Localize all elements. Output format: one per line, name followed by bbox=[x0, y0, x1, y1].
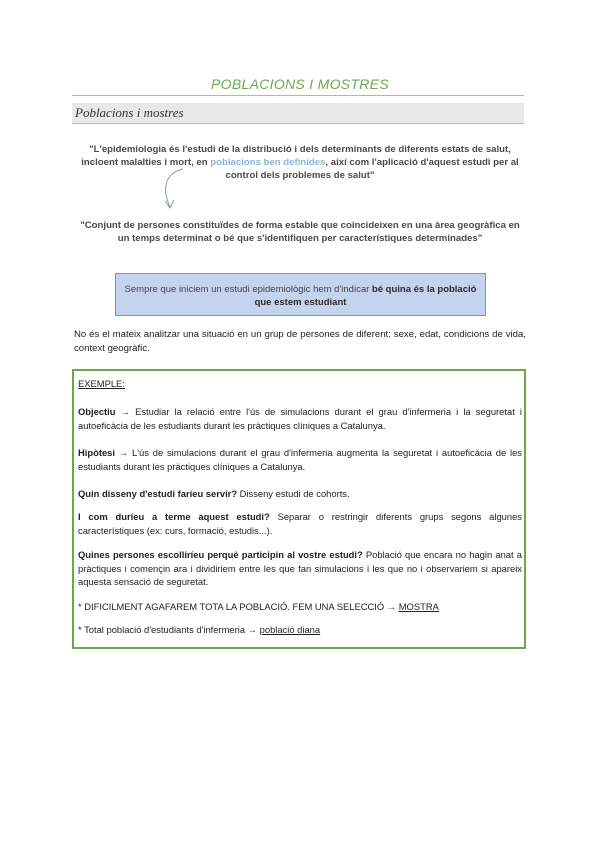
target-population-text: * Total població d'estudiants d'infermeria → bbox=[78, 624, 258, 635]
intro-paragraph: No és el mateix analitzar una situació en un grup de persones de diferent: sexe, edat, condicions de vida, context geogràfic. bbox=[74, 329, 526, 354]
title-divider bbox=[72, 95, 524, 96]
objective-label: Objectiu bbox=[78, 406, 116, 417]
example-box bbox=[72, 369, 526, 649]
participants-answer: Població que encara no hagin anat a pràctiques i començin ara i dividiriem entre les que fan simulacions i les que no i observariem si apareix aquesta sensació de seguretat. bbox=[78, 549, 522, 587]
population-definition-quote: "Conjunt de persones constituïdes de forma estable que coincideixen en una àrea geogràfica en un temps determinat o bé que s'identifiquen per característiques determinades" bbox=[80, 220, 520, 244]
target-population-note bbox=[78, 623, 522, 637]
hypothesis-paragraph bbox=[78, 446, 522, 473]
method-answer: Separar o restringir diferents grups segons algunes característiques (ex: curs, formació, estudis...). bbox=[78, 511, 522, 536]
note-text: Sempre que iniciem un estudi epidemiològic hem d'indicar bbox=[124, 284, 370, 295]
curved-arrow-icon bbox=[156, 167, 186, 213]
page-title: POBLACIONS I MOSTRES bbox=[211, 76, 389, 92]
hypothesis-text: L'ús de simulacions durant el grau d'infermeria augmenta la seguretat i autoeficàcia de les estudiants durant les pràctiques clíniques a Catalunya. bbox=[78, 447, 522, 472]
note-bold: bé quina és la població que estem estudiant bbox=[254, 284, 477, 308]
objective-paragraph bbox=[78, 405, 522, 432]
participants-paragraph bbox=[78, 548, 522, 589]
sample-term: MOSTRA bbox=[398, 601, 439, 612]
section-title: Poblacions i mostres bbox=[75, 105, 184, 120]
design-answer: Disseny estudi de cohorts. bbox=[237, 488, 350, 499]
quote1-part2: , així com l'aplicació d'aquest estudi per al control dels problemes de salut" bbox=[225, 157, 519, 181]
target-population-term: població diana bbox=[259, 624, 321, 635]
quote1-part1: "L'epidemiologia és l'estudi de la distribució i dels determinants de diferents estats de salut, incloent malalties i mort, en bbox=[81, 144, 511, 168]
example-heading: EXEMPLE: bbox=[78, 378, 125, 389]
design-question: Quin disseny d'estudi faríeu servir? bbox=[78, 488, 238, 499]
method-paragraph bbox=[78, 510, 522, 537]
objective-text: Estudiar la relació entre l'ús de simulacions durant el grau d'infermeria i la seguretat i autoeficàcia de les estudiants durant les pràctiques clíniques a Catalunya. bbox=[78, 406, 522, 431]
sample-note-text: * DIFICILMENT AGAFAREM TOTA LA POBLACIÓ. FEM UNA SELECCIÓ → bbox=[78, 601, 397, 612]
study-population-note bbox=[115, 273, 486, 316]
participants-question: Quines persones escolliríeu perquè participin al vostre estudi? bbox=[78, 549, 363, 560]
objective-arrow: → bbox=[115, 406, 136, 417]
hypothesis-label: Hipòtesi bbox=[78, 447, 115, 458]
hypothesis-arrow: → bbox=[114, 447, 133, 458]
sample-note bbox=[78, 600, 522, 614]
section-header bbox=[72, 103, 524, 124]
epidemiology-quote bbox=[76, 143, 524, 182]
method-question: I com duríeu a terme aquest estudi? bbox=[78, 511, 270, 522]
quote1-highlight: poblacions ben definides bbox=[210, 157, 326, 168]
design-paragraph bbox=[78, 487, 522, 501]
